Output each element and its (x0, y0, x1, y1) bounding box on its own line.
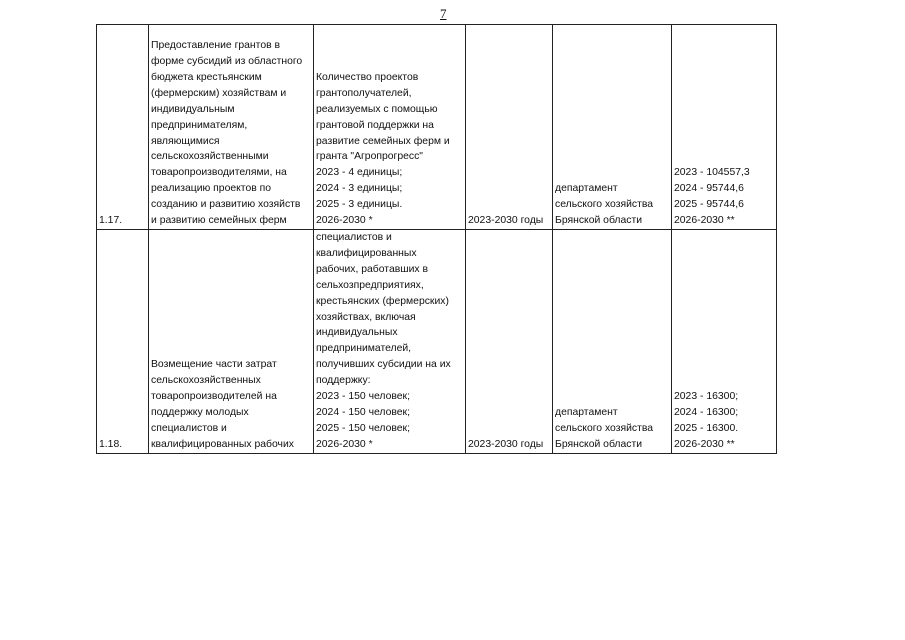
measure-description: Возмещение части затрат сельскохозяйственных товаропроизводителей на поддержку молодых специалистов и квалифицированных рабочих (149, 230, 314, 454)
funding-amounts: 2023 - 16300; 2024 - 16300; 2025 - 16300. 2026-2030 ** (672, 230, 777, 454)
program-measures-table (96, 24, 777, 454)
responsible-executor: департамент сельского хозяйства Брянской области (553, 230, 672, 454)
implementation-period: 2023-2030 годы (466, 25, 553, 230)
implementation-period: 2023-2030 годы (466, 230, 553, 454)
measure-description: Предоставление грантов в форме субсидий из областного бюджета крестьянским (фермерским) хозяйствам и индивидуальным предпринимателям, являющимися сельскохозяйственными товаропроизводителями, на реализацию проектов по созданию и развитию хозяйств и развитию семейных ферм (149, 25, 314, 230)
responsible-executor: департамент сельского хозяйства Брянской области (553, 25, 672, 230)
table-row (97, 25, 777, 230)
table-row (97, 230, 777, 454)
measure-number: 1.18. (97, 230, 149, 454)
page-number: 7 (440, 6, 447, 21)
measure-number: 1.17. (97, 25, 149, 230)
indicator-description: Количество проектов грантополучателей, реализуемых с помощью грантовой поддержки на развитие семейных ферм и гранта "Агропрогресс" 2023 - 4 единицы; 2024 - 3 единицы; 2025 - 3 единицы. 2026-2030 * (314, 25, 466, 230)
indicator-description: специалистов и квалифицированных рабочих, работавших в сельхозпредприятиях, крестьянских (фермерских) хозяйствах, включая индивидуальных предпринимателей, получивших субсидии на их поддержку: 2023 - 150 человек; 2024 - 150 человек; 2025 - 150 человек; 2026-2030 * (314, 230, 466, 454)
funding-amounts: 2023 - 104557,3 2024 - 95744,6 2025 - 95744,6 2026-2030 ** (672, 25, 777, 230)
